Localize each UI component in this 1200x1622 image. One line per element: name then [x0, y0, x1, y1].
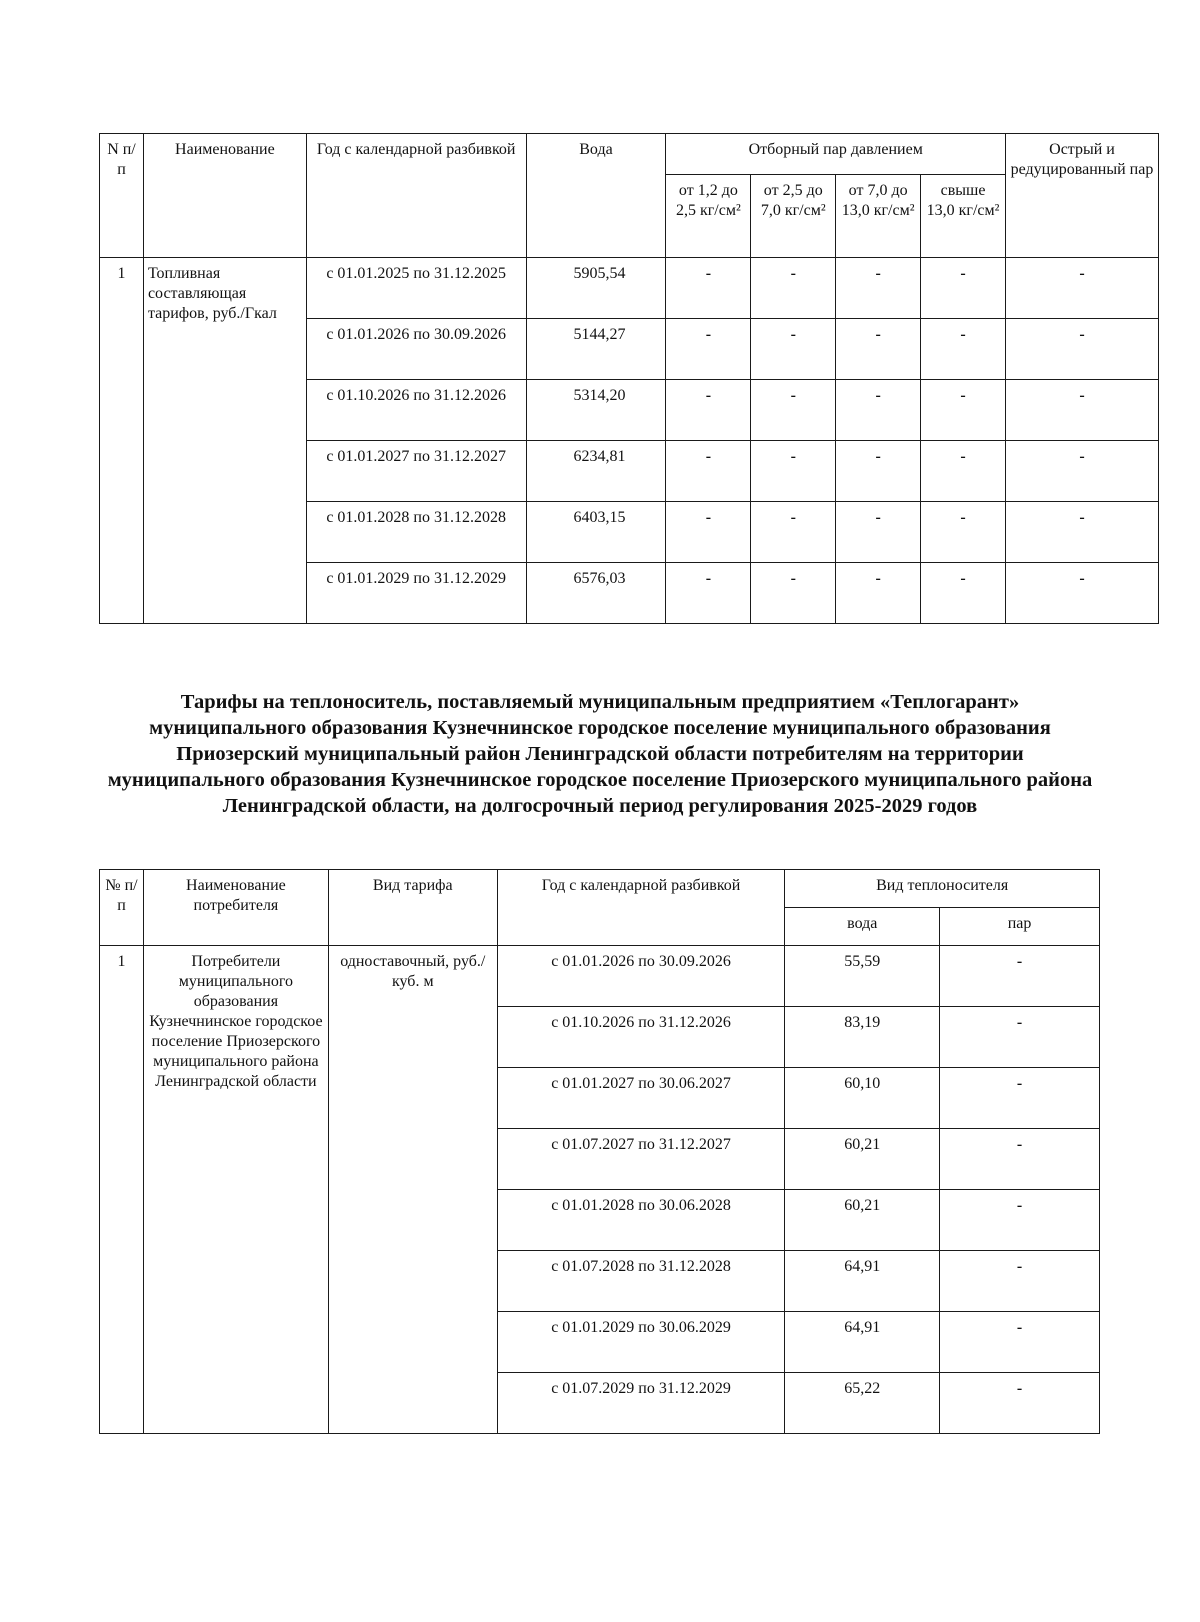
row-name: Топливная составляющая тарифов, руб./Гкал — [143, 258, 306, 624]
heat-carrier-table — [99, 869, 1100, 1434]
period-cell: с 01.01.2025 по 31.12.2025 — [306, 258, 526, 319]
steam-value-p1: - — [666, 563, 751, 624]
header-num: N п/п — [100, 134, 144, 258]
water-value: 64,91 — [785, 1312, 940, 1373]
steam-value: - — [940, 1251, 1100, 1312]
period-cell: с 01.07.2027 по 31.12.2027 — [497, 1129, 785, 1190]
period-cell: с 01.01.2028 по 31.12.2028 — [306, 502, 526, 563]
steam-value-p2: - — [751, 380, 836, 441]
header-consumer: Наименование потребителя — [143, 870, 328, 946]
steam-value-sharp: - — [1006, 380, 1159, 441]
steam-value-sharp: - — [1006, 441, 1159, 502]
header-p1: от 1,2 до 2,5 кг/см² — [666, 175, 751, 258]
water-value: 65,22 — [785, 1373, 940, 1434]
header-p2: от 2,5 до 7,0 кг/см² — [751, 175, 836, 258]
period-cell: с 01.01.2027 по 30.06.2027 — [497, 1068, 785, 1129]
header-steam-group: Отборный пар давлением — [666, 134, 1006, 175]
steam-value-p1: - — [666, 319, 751, 380]
steam-value-p3: - — [836, 563, 921, 624]
header-tariff-type: Вид тарифа — [328, 870, 497, 946]
steam-value-p3: - — [836, 258, 921, 319]
period-cell: с 01.01.2028 по 30.06.2028 — [497, 1190, 785, 1251]
steam-value-p2: - — [751, 258, 836, 319]
fuel-component-table — [99, 133, 1159, 624]
period-cell: с 01.10.2026 по 31.12.2026 — [497, 1007, 785, 1068]
steam-value-p4: - — [921, 380, 1006, 441]
steam-value-p2: - — [751, 319, 836, 380]
header-water: вода — [785, 908, 940, 946]
header-steam: пар — [940, 908, 1100, 946]
steam-value-p4: - — [921, 258, 1006, 319]
table-row — [100, 946, 1100, 1007]
water-value: 60,21 — [785, 1190, 940, 1251]
tariff-type-cell: одноставочный, руб./куб. м — [328, 946, 497, 1434]
row-number: 1 — [100, 946, 144, 1434]
steam-value-p3: - — [836, 319, 921, 380]
steam-value: - — [940, 1129, 1100, 1190]
row-number: 1 — [100, 258, 144, 624]
period-cell: с 01.07.2029 по 31.12.2029 — [497, 1373, 785, 1434]
steam-value-p2: - — [751, 441, 836, 502]
steam-value-p4: - — [921, 502, 1006, 563]
steam-value-p4: - — [921, 319, 1006, 380]
water-value: 64,91 — [785, 1251, 940, 1312]
steam-value-sharp: - — [1006, 563, 1159, 624]
water-value: 55,59 — [785, 946, 940, 1007]
water-value: 6576,03 — [526, 563, 666, 624]
header-p3: от 7,0 до 13,0 кг/см² — [836, 175, 921, 258]
header-period: Год с календарной разбивкой — [497, 870, 785, 946]
period-cell: с 01.01.2026 по 30.09.2026 — [497, 946, 785, 1007]
steam-value-p1: - — [666, 258, 751, 319]
period-cell: с 01.01.2027 по 31.12.2027 — [306, 441, 526, 502]
period-cell: с 01.01.2029 по 31.12.2029 — [306, 563, 526, 624]
period-cell: с 01.01.2026 по 30.09.2026 — [306, 319, 526, 380]
water-value: 60,10 — [785, 1068, 940, 1129]
steam-value-p4: - — [921, 441, 1006, 502]
water-value: 6403,15 — [526, 502, 666, 563]
period-cell: с 01.07.2028 по 31.12.2028 — [497, 1251, 785, 1312]
steam-value-p4: - — [921, 563, 1006, 624]
water-value: 5314,20 — [526, 380, 666, 441]
steam-value-p2: - — [751, 563, 836, 624]
steam-value-sharp: - — [1006, 502, 1159, 563]
table-row — [100, 258, 1159, 319]
header-num: № п/п — [100, 870, 144, 946]
water-value: 6234,81 — [526, 441, 666, 502]
steam-value-p2: - — [751, 502, 836, 563]
steam-value: - — [940, 1068, 1100, 1129]
steam-value-p3: - — [836, 441, 921, 502]
header-p4: свыше 13,0 кг/см² — [921, 175, 1006, 258]
steam-value-p1: - — [666, 380, 751, 441]
consumer-cell: Потребители муниципального образования Кузнечнинское городское поселение Приозерского муниципального района Ленинградской области — [143, 946, 328, 1434]
header-carrier: Вид теплоносителя — [785, 870, 1100, 908]
water-value: 83,19 — [785, 1007, 940, 1068]
page-title: Тарифы на теплоноситель, поставляемый муниципальным предприятием «Теплогарант» муниципального образования Кузнечнинское городское поселение муниципального образования Приозерский муниципальный район Ленинградской области потребителям на территории муниципального образования Кузнечнинское городское поселение Приозерского муниципального района Ленинградской области, на долгосрочный период регулирования 2025-2029 годов — [107, 691, 1093, 817]
header-name: Наименование — [143, 134, 306, 258]
steam-value-p1: - — [666, 502, 751, 563]
steam-value-sharp: - — [1006, 258, 1159, 319]
steam-value: - — [940, 1190, 1100, 1251]
header-period: Год с календарной разбивкой — [306, 134, 526, 258]
water-value: 5905,54 — [526, 258, 666, 319]
steam-value-p3: - — [836, 502, 921, 563]
steam-value: - — [940, 1373, 1100, 1434]
steam-value: - — [940, 1312, 1100, 1373]
steam-value: - — [940, 1007, 1100, 1068]
steam-value-sharp: - — [1006, 319, 1159, 380]
steam-value: - — [940, 946, 1100, 1007]
header-sharp-steam: Острый и редуцированный пар — [1006, 134, 1159, 258]
water-value: 60,21 — [785, 1129, 940, 1190]
steam-value-p1: - — [666, 441, 751, 502]
period-cell: с 01.01.2029 по 30.06.2029 — [497, 1312, 785, 1373]
period-cell: с 01.10.2026 по 31.12.2026 — [306, 380, 526, 441]
water-value: 5144,27 — [526, 319, 666, 380]
steam-value-p3: - — [836, 380, 921, 441]
header-water: Вода — [526, 134, 666, 258]
